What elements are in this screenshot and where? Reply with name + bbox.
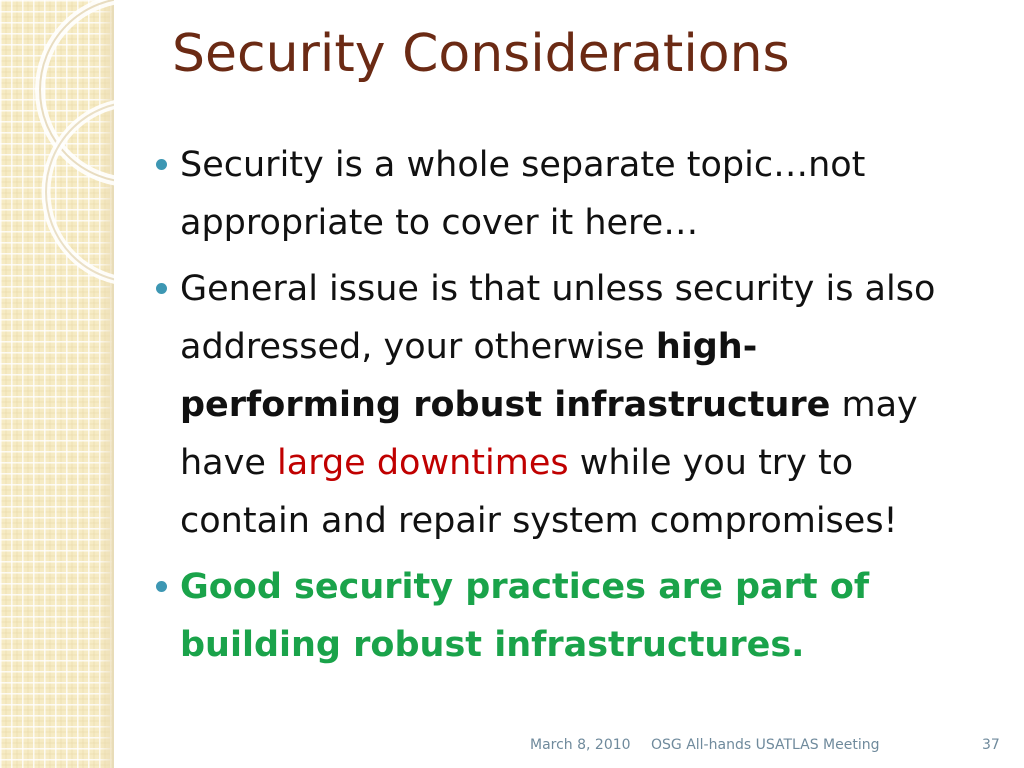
bullet-text: while you try to contain and repair system compromises! bbox=[180, 443, 898, 541]
slide-title: Security Considerations bbox=[172, 24, 790, 84]
bullet-item bbox=[156, 260, 976, 550]
footer-event: OSG All-hands USATLAS Meeting bbox=[651, 737, 880, 753]
bullet-item bbox=[156, 558, 976, 674]
footer-page-number: 37 bbox=[982, 737, 1000, 753]
bullet-bold-phrase: high-performing robust infrastructure bbox=[180, 327, 831, 425]
bullet-dot-icon bbox=[156, 159, 167, 170]
bullet-text: General issue is that unless security is also addressed, your otherwise bbox=[180, 269, 936, 367]
bullet-text: may have bbox=[180, 385, 918, 483]
footer-date: March 8, 2010 bbox=[530, 737, 631, 753]
deco-circle-inner bbox=[46, 102, 114, 282]
deco-circle-inner-line bbox=[46, 102, 114, 282]
bullet-green-text: Good security practices are part of building robust infrastructures. bbox=[180, 567, 870, 665]
decorative-circles bbox=[0, 0, 114, 768]
bullet-red-phrase: large downtimes bbox=[277, 443, 569, 483]
bullet-dot-icon bbox=[156, 581, 167, 592]
bullet-item bbox=[156, 136, 976, 252]
slide-content bbox=[156, 136, 976, 682]
bullet-text: Security is a whole separate topic…not appropriate to cover it here… bbox=[180, 145, 866, 243]
bullet-dot-icon bbox=[156, 283, 167, 294]
